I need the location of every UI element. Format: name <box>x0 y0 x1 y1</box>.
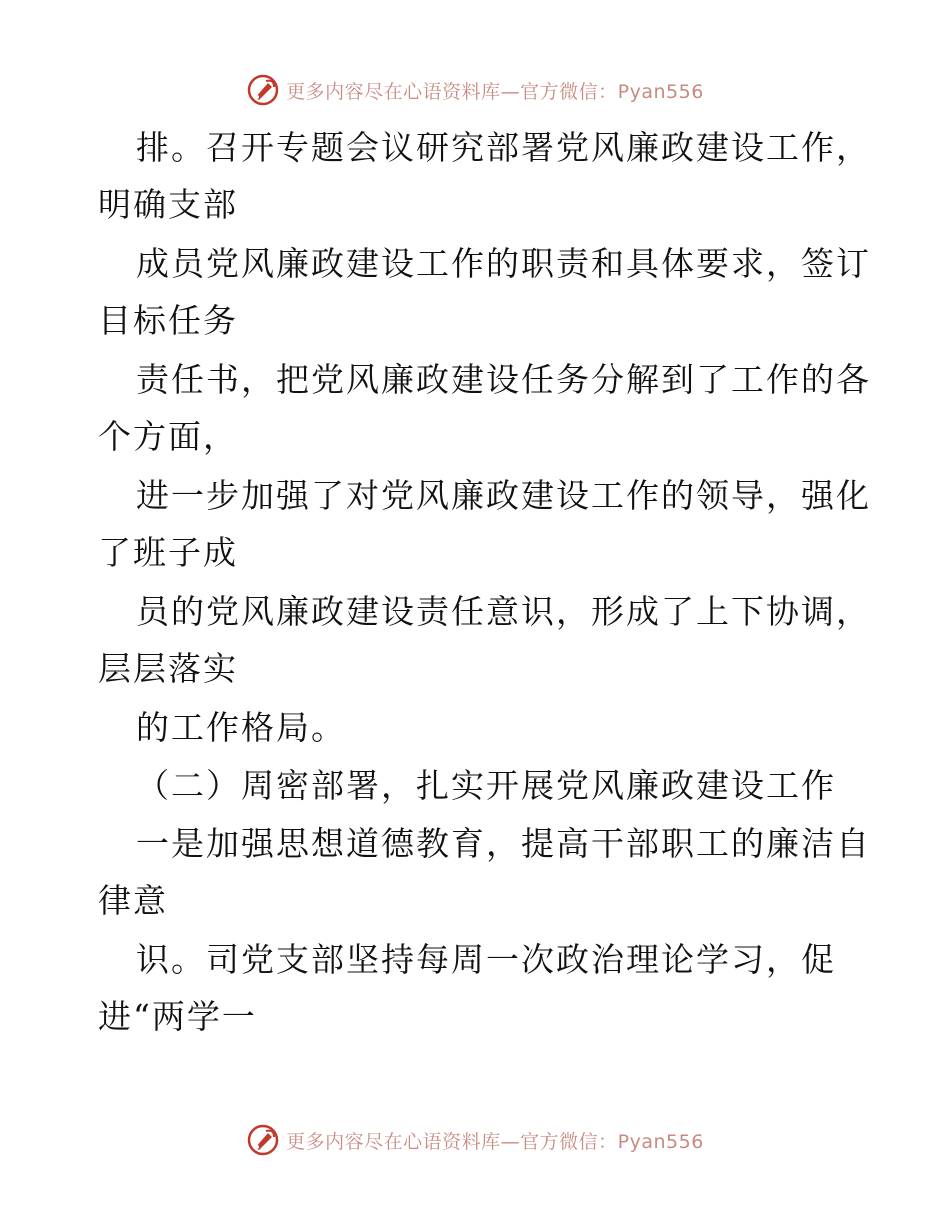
text-line: 成员党风廉政建设工作的职责和具体要求，签订 <box>136 244 871 283</box>
text-line: 识。司党支部坚持每周一次政治理论学习，促 <box>136 940 836 979</box>
text-line: 排。召开专题会议研究部署党风廉政建设工作， <box>136 128 871 167</box>
text-line: 的工作格局。 <box>136 708 346 747</box>
text-line: 律意 <box>98 881 168 920</box>
watermark-text: 更多内容尽在心语资料库—官方微信：Pyan556 <box>286 1130 704 1153</box>
text-line: 层层落实 <box>98 649 238 688</box>
text-line: 员的党风廉政建设责任意识，形成了上下协调， <box>136 592 871 631</box>
pen-nib-logo-icon <box>246 1123 280 1157</box>
footer-watermark <box>0 1120 950 1160</box>
text-line: 进“两学一 <box>98 997 257 1036</box>
text-line: 进一步加强了对党风廉政建设工作的领导，强化 <box>136 476 871 515</box>
text-line: 责任书，把党风廉政建设任务分解到了工作的各 <box>136 360 871 399</box>
section-heading: （二）周密部署，扎实开展党风廉政建设工作 <box>136 766 836 805</box>
watermark-text: 更多内容尽在心语资料库—官方微信：Pyan556 <box>286 80 704 103</box>
text-line: 一是加强思想道德教育，提高干部职工的廉洁自 <box>136 824 871 863</box>
text-line: 目标任务 <box>98 301 238 340</box>
text-line: 明确支部 <box>98 185 238 224</box>
text-line: 个方面， <box>98 417 238 456</box>
text-line: 了班子成 <box>98 533 238 572</box>
